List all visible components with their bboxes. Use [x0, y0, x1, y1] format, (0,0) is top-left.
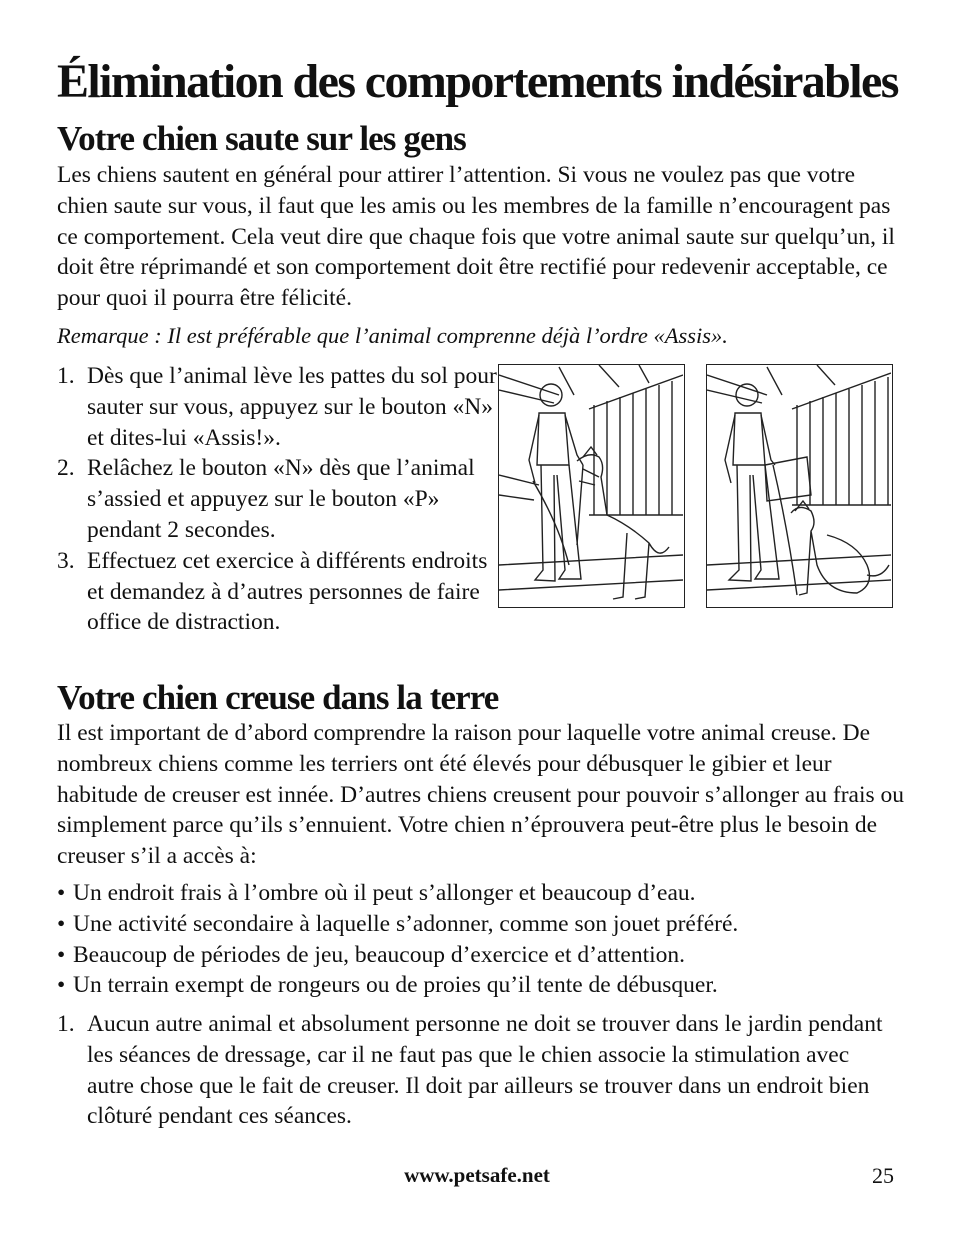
dog-jumping-drawing: [499, 365, 683, 606]
step-number: 1.: [57, 1011, 75, 1037]
bullet-text: Une activité secondaire à laquelle s’adonner, comme son jouet préféré.: [73, 910, 739, 937]
bullet-text: Un endroit frais à l’ombre où il peut s’allonger et beaucoup d’eau.: [73, 880, 696, 906]
step-text: Effectuez cet exercice à différents endroits et demandez à d’autres personnes de faire office de distraction.: [87, 547, 488, 636]
list-item: [57, 361, 497, 453]
bullet-icon: •: [57, 880, 66, 906]
step-text: Relâchez le bouton «N» dès que l’animal s’assied et appuyez sur le bouton «P» pendant 2 secondes.: [87, 455, 475, 543]
page-number: 25: [872, 1163, 894, 1188]
list-item: [57, 940, 917, 971]
list-item: [57, 909, 917, 940]
illustration-dog-jumping: [498, 364, 685, 608]
list-item: [57, 453, 497, 545]
bullet-text: Un terrain exempt de rongeurs ou de proies qu’il tente de débusquer.: [73, 972, 718, 999]
step-number: 2.: [57, 455, 75, 482]
section-heading-digging: Votre chien creuse dans la terre: [57, 678, 499, 717]
list-item: [57, 878, 917, 909]
step-number: 1.: [57, 363, 75, 389]
list-item: [57, 1009, 887, 1132]
bullet-icon: •: [57, 972, 66, 999]
page-title: Élimination des comportements indésirables: [57, 55, 898, 108]
bullet-icon: •: [57, 910, 66, 937]
step-text: Aucun autre animal et absolument personne ne doit se trouver dans le jardin pendant les séances de dressage, car il ne faut pas que le chien associe la stimulation avec autre chose que le fait de creuser. Il doit par ailleurs se trouver dans un endroit bien clôturé pendant ces séances.: [87, 1011, 883, 1130]
dog-sitting-drawing: [707, 365, 891, 606]
bullet-icon: •: [57, 941, 66, 968]
step-text: Dès que l’animal lève les pattes du sol pour sauter sur vous, appuyez sur le bouton «N» et dites-lui «Assis!».: [87, 363, 497, 451]
digging-steps-list: [57, 1009, 887, 1132]
digging-bullets-list: [57, 878, 917, 1001]
list-item: [57, 970, 917, 1001]
list-item: [57, 546, 497, 638]
digging-paragraph: Il est important de d’abord comprendre la raison pour laquelle votre animal creuse. De nombreux chiens comme les terriers ont été élevés pour débusquer le gibier et leur habitude de creuser est innée. D’autres chiens creusent pour pouvoir s’allonger au frais ou simplement parce qu’ils s’ennuient. Votre chien n’éprouvera peut-être plus le besoin de creuser s’il a accès à:: [57, 720, 904, 870]
step-number: 3.: [57, 547, 75, 574]
jumping-paragraph: Les chiens sautent en général pour attirer l’attention. Si vous ne voulez pas que votre chien saute sur vous, il faut que les amis ou les membres de la famille n’encouragent pas ce comportement. Cela veut dire que chaque fois que votre animal saute sur quelqu’un, il doit être réprimandé et son comportement doit être rectifié pour redevenir acceptable, ce pour quoi il pourra être félicité.: [57, 162, 895, 312]
footer-website-link[interactable]: www.petsafe.net: [404, 1163, 550, 1187]
bullet-text: Beaucoup de périodes de jeu, beaucoup d’exercice et d’attention.: [73, 941, 686, 968]
jumping-note: Remarque : Il est préférable que l’animal comprenne déjà l’ordre «Assis».: [57, 323, 728, 348]
jumping-steps-list: [57, 361, 497, 638]
section-heading-jumping: Votre chien saute sur les gens: [57, 119, 466, 158]
illustration-dog-sitting: [706, 364, 893, 608]
